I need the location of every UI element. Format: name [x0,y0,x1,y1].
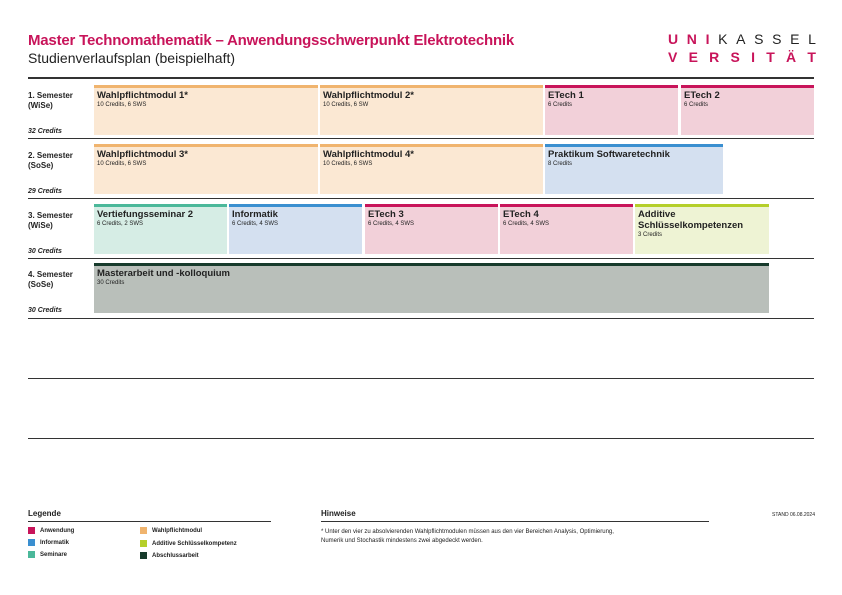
row-divider [28,138,814,139]
module-info: 30 Credits [97,280,125,286]
module-name: Wahlpflichtmodul 3* [97,149,188,160]
module-card[interactable] [229,204,362,254]
module-color-bar [94,263,769,266]
logo-letter: A [736,31,746,47]
legend-item [28,527,74,534]
module-info: 10 Credits, 6 SWS [323,161,373,167]
legend-swatch [28,551,35,558]
logo-letter: I [705,31,710,47]
module-name: Masterarbeit und -kolloquium [97,268,231,279]
logo-letter: E [790,31,800,47]
module-color-bar [229,204,362,207]
module-info: 10 Credits, 6 SWS [97,102,147,108]
row-divider [28,258,814,259]
legend-divider [28,521,271,522]
module-info: 6 Credits, 4 SWS [503,221,550,227]
semester-term: (WiSe) [28,101,53,110]
logo-letter: N [686,31,697,47]
module-name: Wahlpflichtmodul 4* [323,149,414,160]
row-divider [28,378,814,379]
logo-letter: K [718,31,728,47]
module-name: ETech 1 [548,90,584,101]
module-info: 6 Credits [684,102,709,108]
module-color-bar [94,144,318,147]
legend-swatch [28,539,35,546]
module-card[interactable] [94,263,769,313]
module-color-bar [635,204,769,207]
module-card[interactable] [681,85,814,135]
module-info: 6 Credits [548,102,573,108]
module-info: 10 Credits, 6 SWS [97,161,147,167]
legend-label: Informatik [40,539,70,546]
semester-3-label [28,211,73,231]
module-color-bar [320,85,543,88]
hints-title: Hinweise [321,509,356,518]
legend-label: Abschlussarbeit [152,552,199,559]
legend-label: Seminare [40,551,68,558]
logo-letter: T [766,49,775,65]
semester-name: 1. Semester [28,91,73,100]
module-card[interactable] [545,85,678,135]
logo-letter: L [808,31,816,47]
logo-letter: S [730,49,740,65]
logo-letter: R [709,49,720,65]
row-divider [28,438,814,439]
semester-1-label [28,91,73,111]
logo-letter: S [772,31,782,47]
legend-label: Wahlpflichtmodul [152,527,203,534]
legend-item [28,539,69,546]
legend-item [140,540,237,547]
module-name: ETech 4 [503,209,539,220]
logo-letter: V [668,49,678,65]
semester-term: (SoSe) [28,161,54,170]
semester-name: 4. Semester [28,270,73,279]
module-color-bar [545,85,678,88]
hints-divider [321,521,709,522]
module-card[interactable] [94,144,318,194]
legend-swatch [140,540,147,547]
module-info: 6 Credits, 4 SWS [368,221,415,227]
semester-2-label [28,151,73,171]
hints-text: * Unter den vier zu absolvierenden Wahlpflichtmodulen müssen aus den vier Bereichen Analysis, Optimierung, Numerik und Stochastik mindestens zwei abgedeckt werden. [321,529,614,544]
module-card[interactable] [94,204,227,254]
module-color-bar [94,204,227,207]
module-card[interactable] [545,144,723,194]
module-color-bar [500,204,633,207]
semester-2-credits: 29 Credits [28,188,62,195]
row-divider [28,198,814,199]
header-divider [28,77,814,79]
semester-name: 3. Semester [28,211,73,220]
legend-swatch [140,527,147,534]
semester-4-label [28,270,73,290]
legend-title: Legende [28,509,61,518]
module-name: ETech 2 [684,90,720,101]
module-color-bar [681,85,814,88]
module-info: 10 Credits, 6 SW [323,102,369,108]
semester-4-credits: 30 Credits [28,307,62,314]
legend-swatch [140,552,147,559]
page-title: Master Technomathematik – Anwendungsschwerpunkt Elektrotechnik [28,32,515,49]
university-logo [668,30,816,66]
module-name: Vertiefungsseminar 2 [97,209,194,220]
module-card[interactable] [500,204,633,254]
semester-term: (SoSe) [28,280,54,289]
legend-swatch [28,527,35,534]
logo-letter: E [688,49,698,65]
semester-name: 2. Semester [28,151,73,160]
logo-letter: I [751,49,755,65]
module-card[interactable] [365,204,498,254]
module-info: 3 Credits [638,232,663,238]
logo-letter: U [668,31,679,47]
legend-label: Anwendung [40,527,75,534]
semester-term: (WiSe) [28,221,53,230]
module-name: Informatik [232,209,278,220]
module-name: Wahlpflichtmodul 1* [97,90,188,101]
row-divider [28,318,814,319]
module-color-bar [545,144,723,147]
module-card[interactable] [635,204,769,254]
legend-item [140,552,199,559]
module-info: 6 Credits, 4 SWS [232,221,279,227]
module-card[interactable] [320,85,543,135]
legend-label: Additive Schlüsselkompetenz [152,540,237,547]
module-card[interactable] [320,144,543,194]
module-name: ETech 3 [368,209,404,220]
module-color-bar [365,204,498,207]
module-info: 8 Credits [548,161,573,167]
page-subtitle: Studienverlaufsplan (beispielhaft) [28,50,236,66]
logo-letter: T [807,49,816,65]
module-color-bar [94,85,318,88]
module-name: Additive Schlüsselkompetenzen [638,209,744,231]
module-color-bar [320,144,543,147]
module-card[interactable] [94,85,318,135]
module-name: Wahlpflichtmodul 2* [323,90,414,101]
date-stamp: STAND 06.08.2024 [772,512,815,518]
semester-3-credits: 30 Credits [28,248,62,255]
module-name: Praktikum Softwaretechnik [548,149,670,160]
module-info: 6 Credits, 2 SWS [97,221,144,227]
logo-letter: S [754,31,764,47]
legend-item [140,527,202,534]
logo-letter: Ä [786,49,797,65]
semester-1-credits: 32 Credits [28,128,62,135]
legend-item [28,551,67,558]
